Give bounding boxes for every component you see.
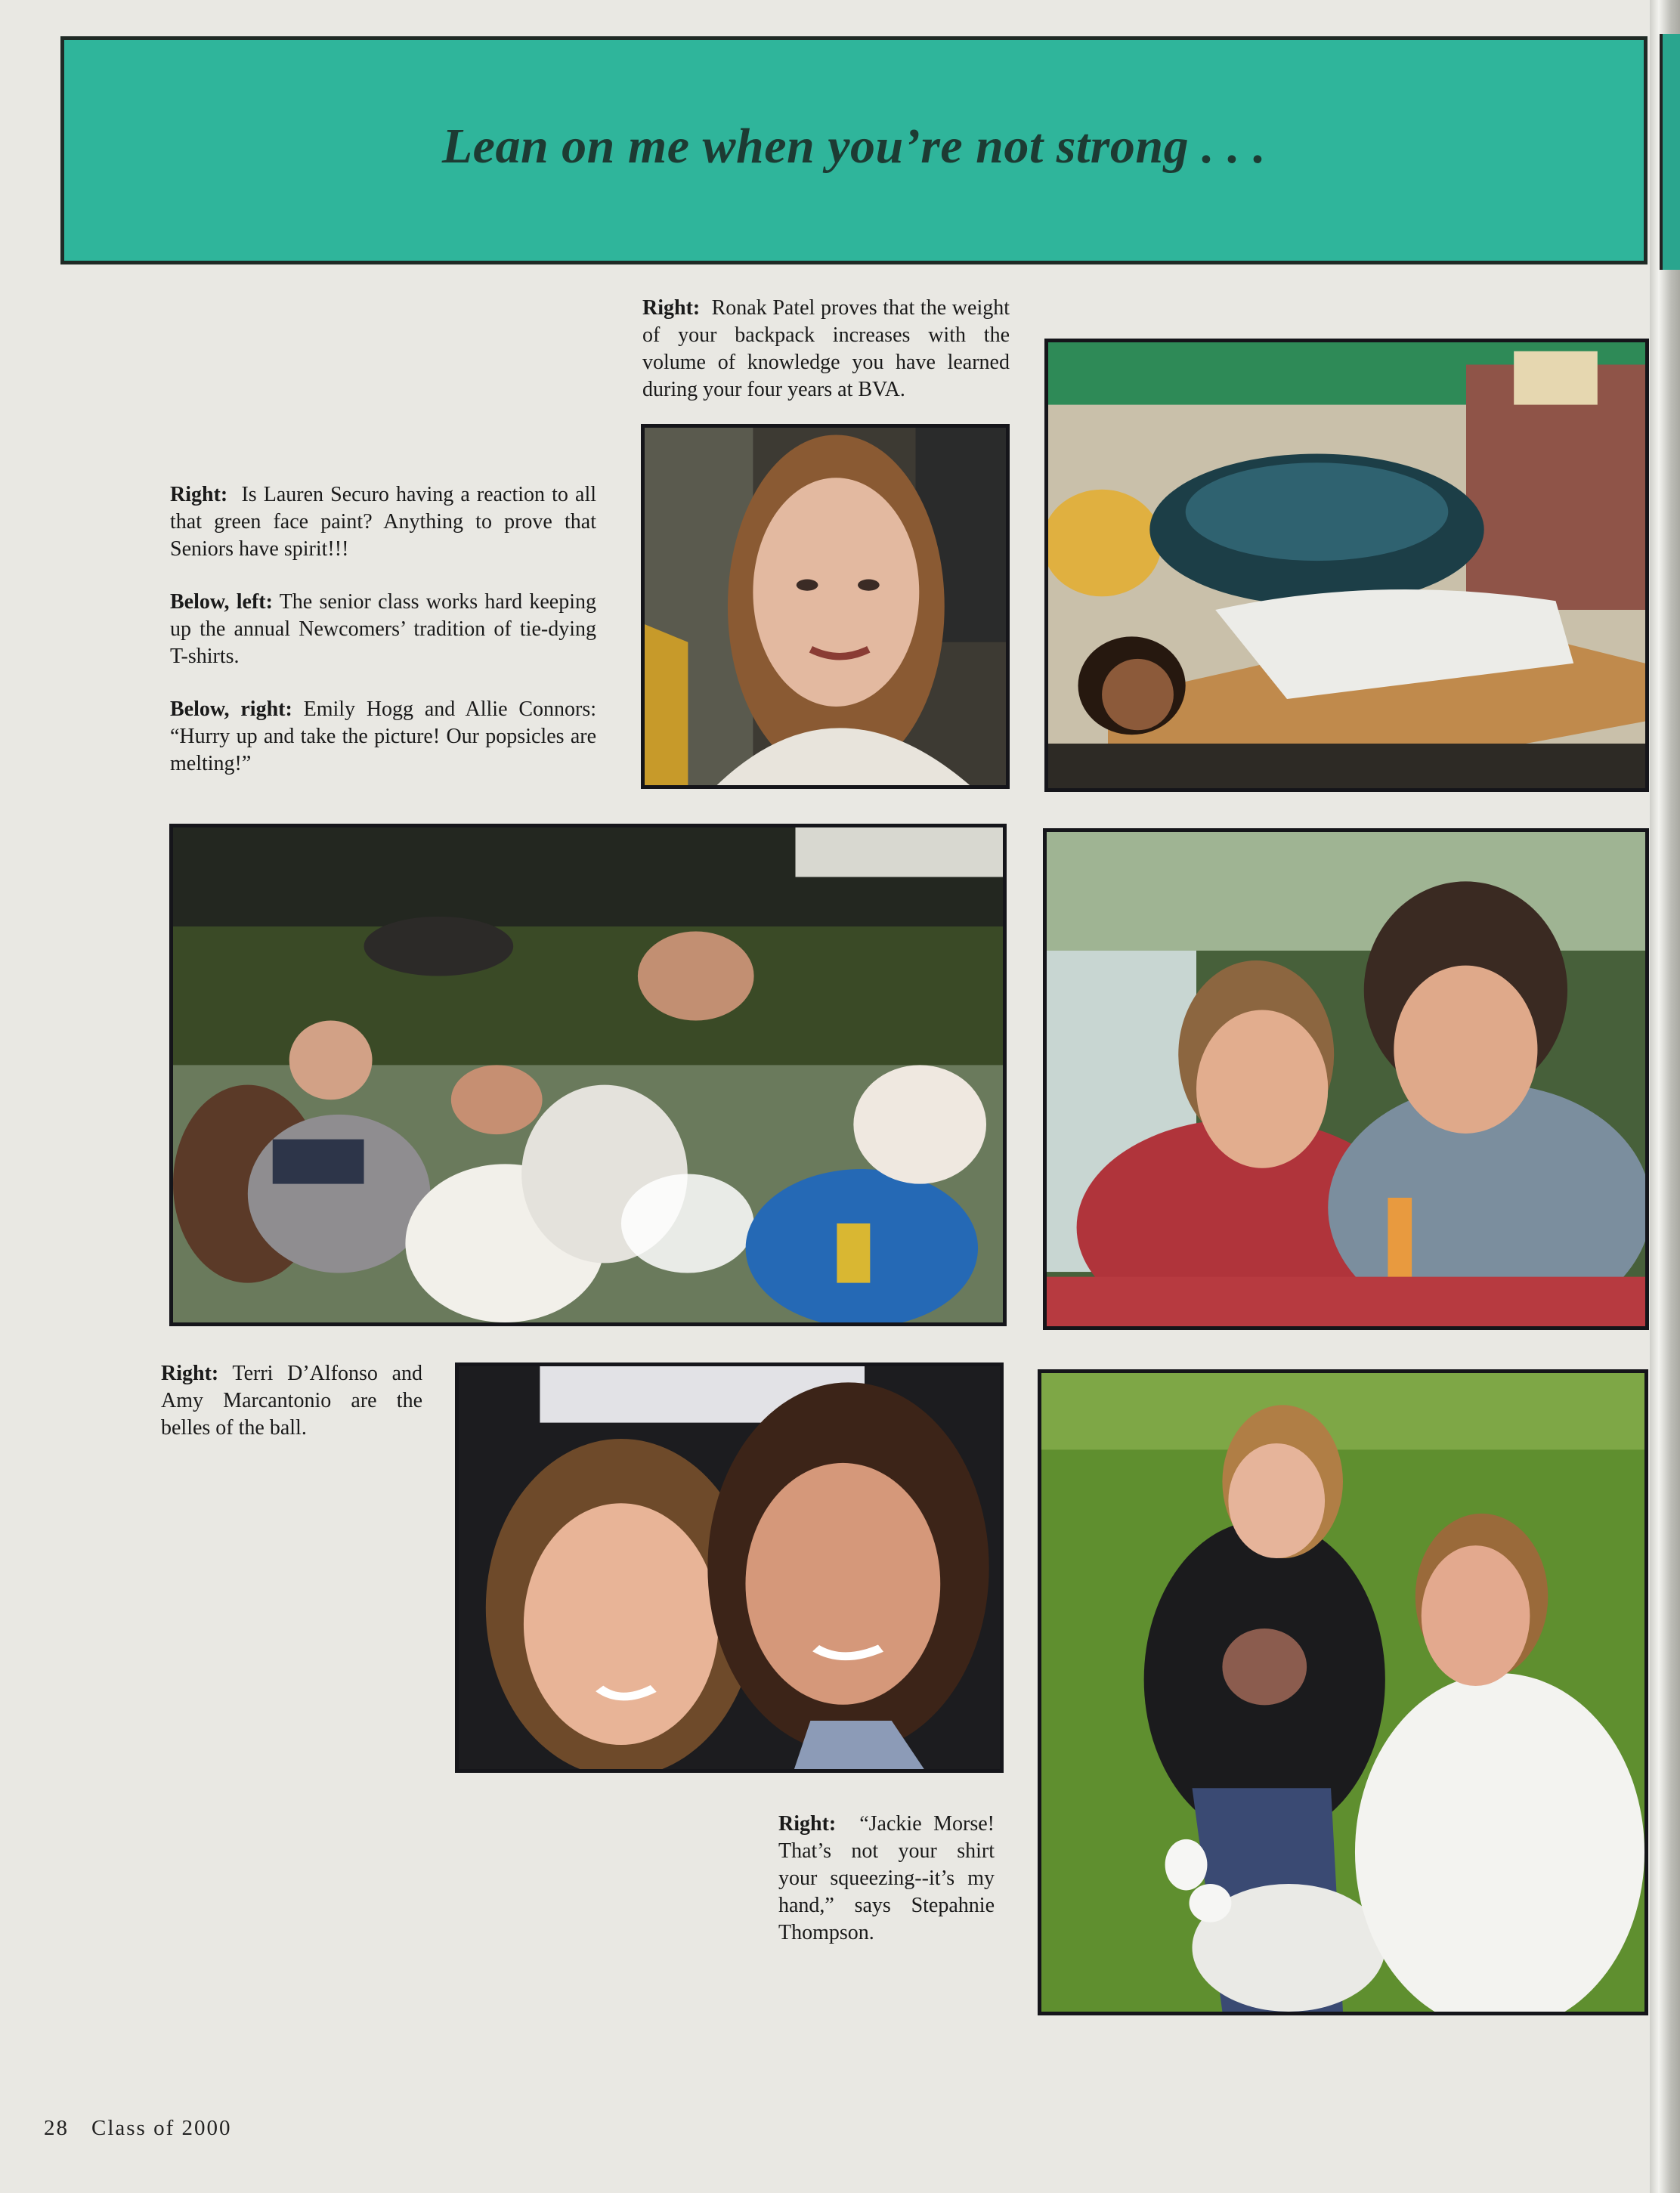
- photo-popsicles: [1043, 828, 1649, 1330]
- caption-lauren: [170, 481, 596, 563]
- caption-jackie: [778, 1811, 995, 1972]
- caption-group-left: [170, 481, 596, 803]
- caption-lead: Right:: [642, 296, 701, 320]
- caption-lead: Right:: [170, 483, 228, 506]
- section-name: Class of 2000: [91, 2116, 232, 2140]
- caption-text: The senior class works hard keeping up the annual Newcomers’ tradition of tie-dying T-shirts.: [170, 590, 596, 668]
- caption-below-right: [170, 696, 596, 778]
- caption-lead: Right:: [161, 1362, 219, 1385]
- facing-page-banner-edge: [1660, 34, 1680, 270]
- caption-text: “Jackie Morse! That’s not your shirt your squeezing--it’s my hand,” says Stepahnie Thompson.: [778, 1812, 995, 1944]
- header-banner: [60, 36, 1648, 264]
- caption-below-left: [170, 589, 596, 670]
- page-number: 28: [44, 2116, 69, 2140]
- book-spine-edge: [1650, 0, 1680, 2193]
- page-title: Lean on me when you’re not strong . . .: [441, 119, 1267, 174]
- photo-belles: [455, 1363, 1004, 1773]
- caption-ronak: [642, 295, 1010, 429]
- page-footer: [44, 2116, 255, 2141]
- photo-squeeze: [1038, 1369, 1648, 2015]
- caption-text: Terri D’Alfonso and Amy Marcantonio are the belles of the ball.: [161, 1362, 422, 1440]
- caption-lead: Below, right:: [170, 697, 292, 721]
- caption-lead: Right:: [778, 1812, 837, 1836]
- caption-text: Ronak Patel proves that the weight of your backpack increases with the volume of knowledge you have learned during your four years at BVA.: [642, 296, 1010, 401]
- photo-face-paint: [641, 424, 1010, 789]
- photo-backpack: [1044, 339, 1649, 792]
- caption-lead: Below, left:: [170, 590, 273, 614]
- caption-text: Is Lauren Securo having a reaction to all that green face paint? Anything to prove that Seniors have spirit!!!: [170, 483, 597, 561]
- caption-text: Emily Hogg and Allie Connors: “Hurry up and take the picture! Our popsicles are melting!”: [170, 697, 596, 775]
- caption-terri: [161, 1360, 422, 1468]
- photo-tie-dye: [169, 824, 1007, 1326]
